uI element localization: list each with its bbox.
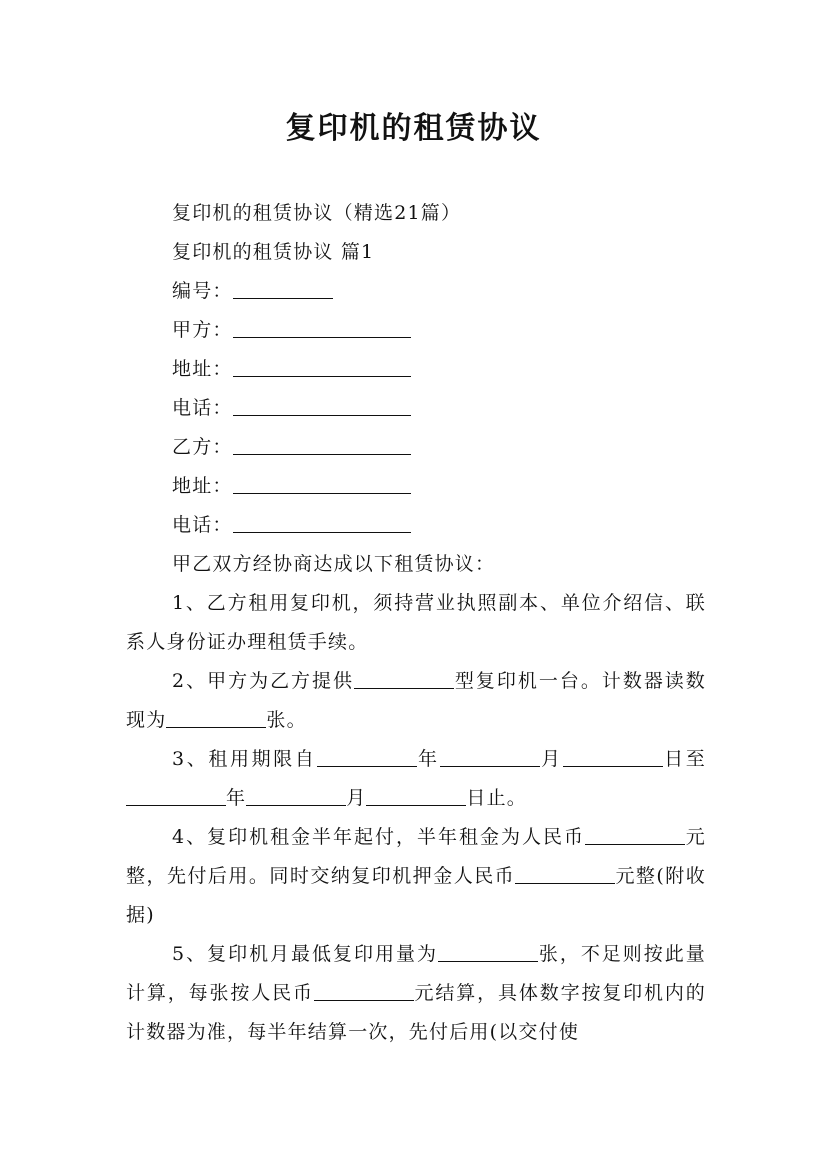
field-number xyxy=(126,272,706,311)
clause-text: 年 xyxy=(416,748,440,770)
blank-line xyxy=(233,512,411,533)
field-label: 地址： xyxy=(172,475,233,497)
blank-line xyxy=(166,707,266,728)
field-label: 电话： xyxy=(172,397,233,419)
clause-text: 2、甲方为乙方提供 xyxy=(172,670,355,692)
blank-line xyxy=(317,746,417,767)
field-address-a xyxy=(126,350,706,389)
clause-text: 型复印机一台。计数器读数现为 xyxy=(126,670,707,731)
clause-text: 月 xyxy=(346,787,367,809)
field-label: 电话： xyxy=(172,514,233,536)
blank-line xyxy=(314,980,414,1001)
blank-line xyxy=(233,356,411,377)
field-party-b xyxy=(126,428,706,467)
field-phone-a xyxy=(126,389,706,428)
field-label: 编号： xyxy=(172,280,233,302)
document-title: 复印机的租赁协议 xyxy=(285,111,542,146)
clause-text: 3、租用期限自 xyxy=(172,748,317,770)
blank-line xyxy=(233,278,333,299)
clause-text: 元整，先付后用。同时交纳复印机押金人民币 xyxy=(126,826,706,887)
document-body xyxy=(126,194,706,1052)
clause-text: 4、复印机租金半年起付，半年租金为人民币 xyxy=(172,826,585,848)
clause-2 xyxy=(126,662,706,740)
blank-line xyxy=(233,434,411,455)
field-label: 甲方： xyxy=(172,319,233,341)
clause-text: 元结算，具体数字按复印机内的计数器为准，每半年结算一次，先付后用(以交付使 xyxy=(126,982,706,1043)
field-label: 地址： xyxy=(172,358,233,380)
blank-line xyxy=(563,746,663,767)
blank-line xyxy=(438,941,538,962)
clause-5 xyxy=(126,935,706,1052)
clause-text: 元整(附收据) xyxy=(126,865,706,926)
clause-text: 年 xyxy=(226,787,247,809)
blank-line xyxy=(440,746,540,767)
clause-4 xyxy=(126,818,706,935)
field-label: 乙方： xyxy=(172,436,233,458)
clause-3 xyxy=(126,740,706,818)
agreement-intro: 甲乙双方经协商达成以下租赁协议： xyxy=(172,553,496,575)
blank-line xyxy=(366,785,466,806)
clause-text: 日至 xyxy=(662,748,706,770)
blank-line xyxy=(354,668,454,689)
blank-line xyxy=(246,785,346,806)
blank-line xyxy=(126,785,226,806)
clause-text: 5、复印机月最低复印用量为 xyxy=(172,943,439,965)
clause-text: 日止。 xyxy=(466,787,528,809)
clause-1: 1、乙方租用复印机，须持营业执照副本、单位介绍信、联系人身份证办理租赁手续。 xyxy=(126,592,706,653)
field-party-a xyxy=(126,311,706,350)
clause-text: 月 xyxy=(539,748,563,770)
blank-line xyxy=(233,473,411,494)
blank-line xyxy=(233,317,411,338)
blank-line xyxy=(585,824,685,845)
blank-line xyxy=(515,863,615,884)
clause-text: 张。 xyxy=(266,709,307,731)
field-address-b xyxy=(126,467,706,506)
section-heading: 复印机的租赁协议 篇1 xyxy=(172,241,375,263)
field-phone-b xyxy=(126,506,706,545)
intro-line: 复印机的租赁协议（精选21篇） xyxy=(172,202,462,224)
blank-line xyxy=(233,395,411,416)
clause-text: 张，不足则按此量计算，每张按人民币 xyxy=(126,943,706,1004)
